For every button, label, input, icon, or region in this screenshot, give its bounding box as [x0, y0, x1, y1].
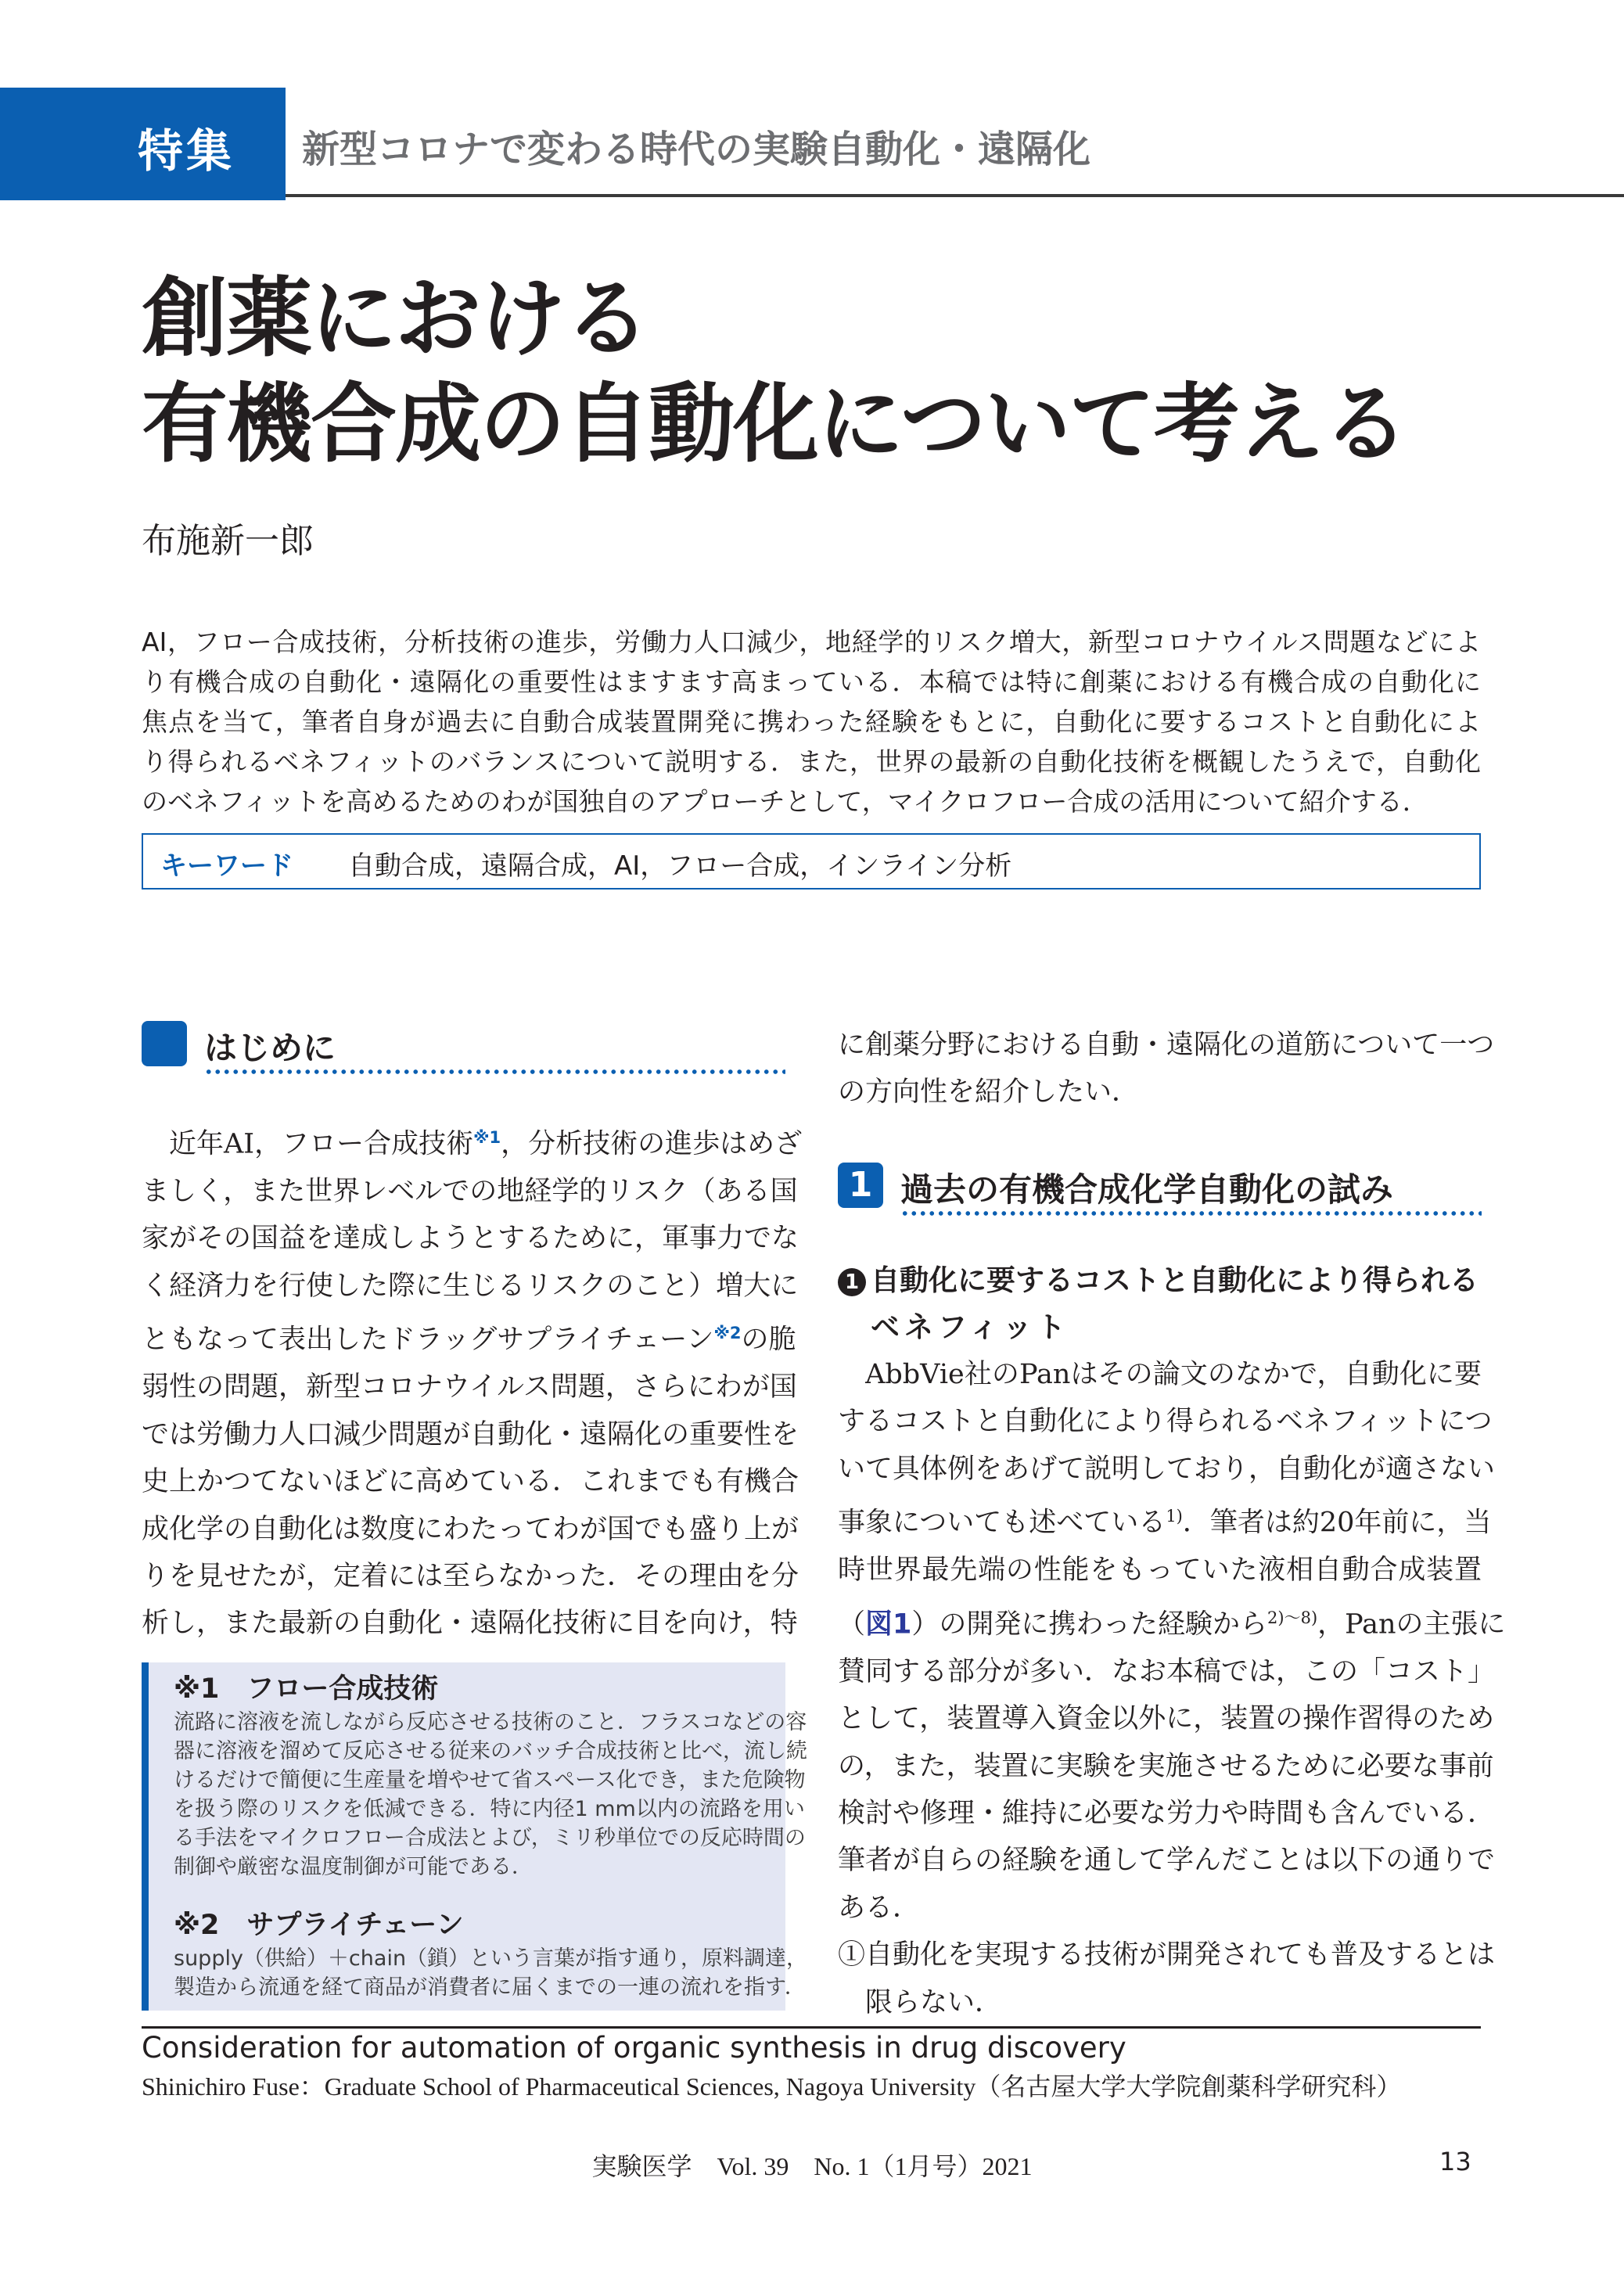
text-line: の，また，装置に実験を実施させるために必要な事前 [838, 1750, 1494, 1782]
text-line: 焦点を当て，筆者自身が過去に自動合成装置開発に携わった経験をもとに，自動化に要するコストと自動化によ [142, 706, 1481, 737]
text-line: 検討や修理・維持に必要な労力や時間も含んでいる． [838, 1797, 1496, 1829]
text-segment: ．筆者は約20年前に，当 [1182, 1507, 1492, 1539]
text-line: 家がその国益を達成しようとするために，軍事力でな [142, 1223, 799, 1255]
text-line: 析し，また最新の自動化・遠隔化技術に目を向け，特 [142, 1608, 798, 1640]
header-rule [286, 194, 1624, 197]
abstract [142, 622, 1481, 821]
text-line: いて具体例をあげて説明しており，自動化が適さない [838, 1453, 1496, 1485]
subsection-heading-line2: ベネフィット [871, 1310, 1071, 1344]
text-segment: ともなって表出したドラッグサプライチェーン [142, 1324, 714, 1356]
article-title-line1: 創薬における [142, 268, 649, 368]
journal-citation: 実験医学 Vol. 39 No. 1（1月号）2021 [591, 2152, 1033, 2180]
text-line: として，装置導入資金以外に，装置の操作習得のため [838, 1703, 1495, 1735]
text-line: 制御や厳密な温度制御が可能である． [174, 1855, 533, 1879]
text-line: するコストと自動化により得られるベネフィットにつ [838, 1406, 1493, 1438]
text-line: を扱う際のリスクを低減できる．特に内径1 mm以内の流路を用い [174, 1797, 805, 1821]
text-line: 製造から流通を経て商品が消費者に届くまでの一連の流れを指す． [174, 1975, 806, 2000]
text-line: 時世界最先端の性能をもっていた液相自動合成装置 [838, 1554, 1482, 1587]
intro-body [142, 1114, 803, 1648]
text-line: 流路に溶液を流しながら反応させる技術のこと．フラスコなどの容 [174, 1710, 807, 1734]
text-line: り得られるベネフィットのバランスについて説明する．また，世界の最新の自動化技術を概観したうえで，自動化 [142, 746, 1481, 777]
author-affiliation: Shinichiro Fuse：Graduate School of Pharmaceutical Sciences, Nagoya University（名古屋大学大学院創薬科学研究科） [142, 2072, 1402, 2101]
text-line: 史上かつてないほどに高めている．これまでも有機合 [142, 1466, 799, 1498]
note1-body [174, 1708, 807, 1881]
keyword-label: キーワード [160, 850, 293, 882]
section-label: 特集 [138, 124, 235, 178]
text-line [838, 1493, 1492, 1547]
text-line: ある． [838, 1892, 921, 1924]
section-number-badge: 1 [838, 1163, 883, 1208]
text-line: く経済力を行使した際に生じるリスクのこと）増大に [142, 1270, 799, 1302]
text-segment: ）の開発に携わった経験から [911, 1608, 1268, 1641]
text-line: 弱性の問題，新型コロナウイルス問題，さらにわが国 [142, 1371, 797, 1403]
article-title-line2: 有機合成の自動化について考える [142, 374, 1407, 474]
reference-marker: 1) [1166, 1507, 1183, 1526]
text-segment: 事象についても述べている [838, 1507, 1166, 1539]
intro-heading-text: はじめに [204, 1029, 336, 1067]
section1-heading [838, 1163, 1482, 1217]
text-line: る手法をマイクロフロー合成法とよび，ミリ秒単位での反応時間の [174, 1826, 806, 1850]
dotted-rule [900, 1211, 1482, 1216]
section1-heading-text: 過去の有機合成化学自動化の試み [900, 1170, 1394, 1209]
series-title: 新型コロナで変わる時代の実験自動化・遠隔化 [302, 128, 1091, 171]
footnote-marker[interactable]: ※2 [713, 1324, 742, 1343]
reference-marker: 2)～8) [1267, 1608, 1318, 1627]
intro-body-continued [838, 1022, 1495, 1116]
page-number: 13 [1439, 2147, 1471, 2176]
dotted-rule [204, 1069, 785, 1074]
text-line [142, 1310, 796, 1364]
author-name: 布施新一郎 [142, 521, 314, 561]
note2-body [174, 1944, 808, 2002]
text-line: 賛同する部分が多い．なお本稿では，この「コスト」 [838, 1655, 1496, 1687]
text-line: ①自動化を実現する技術が開発されても普及するとは [838, 1939, 1496, 1971]
text-line: 限らない． [838, 1986, 1003, 2018]
text-line: 器に溶液を溜めて反応させる従来のバッチ合成技術と比べ，流し続 [174, 1739, 807, 1763]
keyword-box [142, 833, 1481, 890]
circled-number-icon: 1 [838, 1268, 866, 1296]
text-line: AI，フロー合成技術，分析技術の進歩，労働力人口減少，地経学的リスク増大，新型コロナウイルス問題などによ [142, 627, 1481, 657]
text-segment: の脆 [741, 1324, 796, 1356]
text-line: り有機合成の自動化・遠隔化の重要性はますます高まっている．本稿では特に創薬における有機合成の自動化に [142, 667, 1481, 697]
footer-rule [142, 2026, 1481, 2029]
text-line: りを見せたが，定着には至らなかった．その理由を分 [142, 1560, 799, 1592]
text-segment: （ [838, 1608, 866, 1641]
text-line: に創薬分野における自動・遠隔化の道筋について一つ [838, 1030, 1495, 1061]
text-line [838, 1594, 1506, 1648]
intro-heading [142, 1021, 785, 1076]
text-line: の方向性を紹介したい． [838, 1076, 1140, 1109]
text-segment: ，分析技術の進歩はめざ [501, 1128, 803, 1160]
text-line: AbbVie社のPanはその論文のなかで，自動化に要 [838, 1359, 1482, 1390]
text-line: supply（供給）＋chain（鎖）という言葉が指す通り，原料調達， [174, 1946, 808, 1971]
keyword-list: 自動合成，遠隔合成，AI，フロー合成，インライン分析 [348, 850, 1012, 882]
text-line: 筆者が自らの経験を通して学んだことは以下の通りで [838, 1845, 1496, 1877]
note2-title: ※2 サプライチェーン [174, 1910, 464, 1941]
text-line: では労働力人口減少問題が自動化・遠隔化の重要性を [142, 1418, 799, 1450]
footnote-box [142, 1662, 808, 2011]
subsection-heading-line1: 自動化に要するコストと自動化により得られる [871, 1263, 1478, 1297]
heading-square-icon [142, 1021, 187, 1066]
subsection-heading [838, 1257, 1482, 1351]
text-line: のベネフィットを高めるためのわが国独自のアプローチとして，マイクロフロー合成の活用について紹介する． [142, 786, 1428, 817]
figure-link[interactable]: 図1 [865, 1608, 912, 1641]
text-segment: 近年AI，フロー合成技術 [142, 1128, 474, 1160]
english-title: Consideration for automation of organic synthesis in drug discovery [142, 2031, 1126, 2065]
text-line: けるだけで簡便に生産量を増やせて省スペース化でき，また危険物 [174, 1768, 806, 1792]
text-line: 成化学の自動化は数度にわたってわが国でも盛り上が [142, 1513, 799, 1545]
note1-title: ※1 フロー合成技術 [174, 1673, 439, 1705]
text-line: ましく，また世界レベルでの地経学的リスク（ある国 [142, 1176, 798, 1208]
section1-body [838, 1351, 1506, 2026]
text-segment: ，Panの主張に [1317, 1608, 1506, 1641]
text-line [142, 1114, 803, 1168]
footnote-marker[interactable]: ※1 [473, 1128, 501, 1147]
